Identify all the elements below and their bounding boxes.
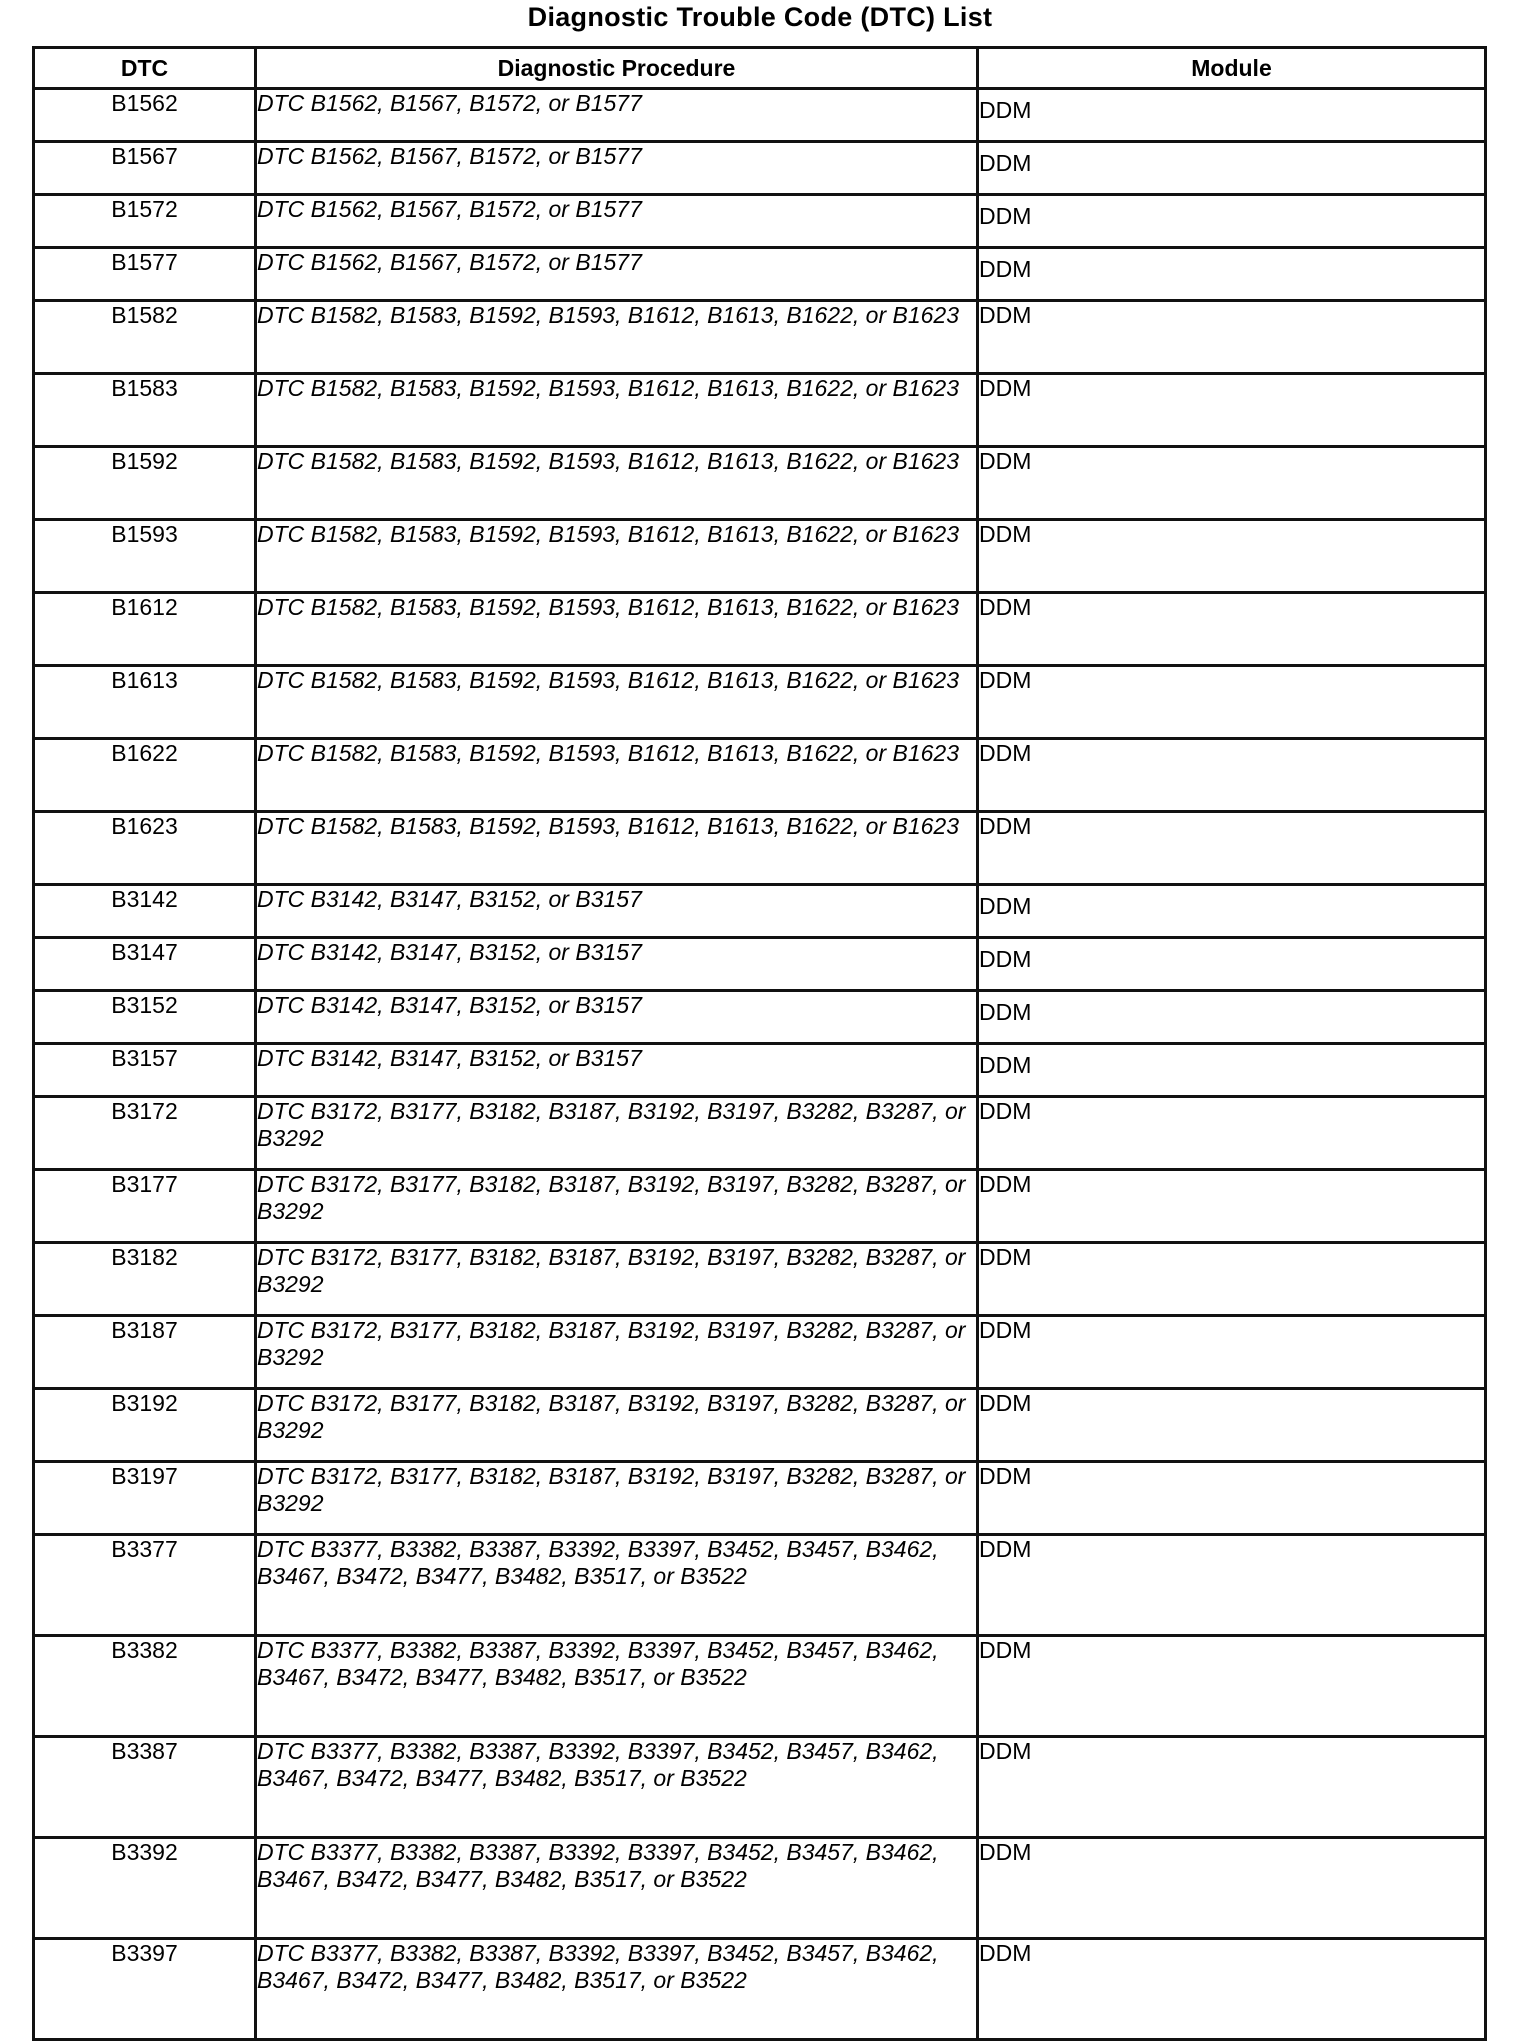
module-cell: DDM bbox=[978, 195, 1486, 248]
procedure-cell: DTC B3377, B3382, B3387, B3392, B3397, B3452, B3457, B3462, B3467, B3472, B3477, B3482, B3517, or B3522 bbox=[256, 1535, 978, 1636]
dtc-code-cell: B3382 bbox=[34, 1636, 256, 1737]
table-row bbox=[34, 195, 1486, 248]
procedure-cell: DTC B3142, B3147, B3152, or B3157 bbox=[256, 1044, 978, 1097]
table-header-row bbox=[34, 48, 1486, 89]
table-body bbox=[34, 89, 1486, 2040]
module-cell: DDM bbox=[978, 991, 1486, 1044]
module-cell: DDM bbox=[978, 593, 1486, 666]
table-row bbox=[34, 1097, 1486, 1170]
table-row bbox=[34, 938, 1486, 991]
dtc-table bbox=[32, 46, 1487, 2041]
procedure-cell: DTC B1562, B1567, B1572, or B1577 bbox=[256, 195, 978, 248]
dtc-code-cell: B3177 bbox=[34, 1170, 256, 1243]
table-row bbox=[34, 1170, 1486, 1243]
procedure-cell: DTC B1582, B1583, B1592, B1593, B1612, B1613, B1622, or B1623 bbox=[256, 520, 978, 593]
page-title: Diagnostic Trouble Code (DTC) List bbox=[527, 2, 993, 32]
column-header-procedure: Diagnostic Procedure bbox=[256, 48, 978, 89]
dtc-code-cell: B3377 bbox=[34, 1535, 256, 1636]
table-row bbox=[34, 1243, 1486, 1316]
table-row bbox=[34, 1044, 1486, 1097]
module-cell: DDM bbox=[978, 885, 1486, 938]
procedure-cell: DTC B3377, B3382, B3387, B3392, B3397, B3452, B3457, B3462, B3467, B3472, B3477, B3482, B3517, or B3522 bbox=[256, 1737, 978, 1838]
module-cell: DDM bbox=[978, 374, 1486, 447]
procedure-cell: DTC B3172, B3177, B3182, B3187, B3192, B3197, B3282, B3287, or B3292 bbox=[256, 1243, 978, 1316]
dtc-code-cell: B3387 bbox=[34, 1737, 256, 1838]
dtc-code-cell: B3392 bbox=[34, 1838, 256, 1939]
module-cell: DDM bbox=[978, 666, 1486, 739]
procedure-cell: DTC B1562, B1567, B1572, or B1577 bbox=[256, 248, 978, 301]
procedure-cell: DTC B3172, B3177, B3182, B3187, B3192, B3197, B3282, B3287, or B3292 bbox=[256, 1462, 978, 1535]
procedure-cell: DTC B3172, B3177, B3182, B3187, B3192, B3197, B3282, B3287, or B3292 bbox=[256, 1170, 978, 1243]
module-cell: DDM bbox=[978, 938, 1486, 991]
dtc-code-cell: B1623 bbox=[34, 812, 256, 885]
table-row bbox=[34, 1737, 1486, 1838]
module-cell: DDM bbox=[978, 1535, 1486, 1636]
procedure-cell: DTC B3377, B3382, B3387, B3392, B3397, B3452, B3457, B3462, B3467, B3472, B3477, B3482, B3517, or B3522 bbox=[256, 1838, 978, 1939]
procedure-cell: DTC B3172, B3177, B3182, B3187, B3192, B3197, B3282, B3287, or B3292 bbox=[256, 1389, 978, 1462]
procedure-cell: DTC B3172, B3177, B3182, B3187, B3192, B3197, B3282, B3287, or B3292 bbox=[256, 1097, 978, 1170]
procedure-cell: DTC B1582, B1583, B1592, B1593, B1612, B1613, B1622, or B1623 bbox=[256, 447, 978, 520]
module-cell: DDM bbox=[978, 1737, 1486, 1838]
procedure-cell: DTC B3377, B3382, B3387, B3392, B3397, B3452, B3457, B3462, B3467, B3472, B3477, B3482, B3517, or B3522 bbox=[256, 1636, 978, 1737]
module-cell: DDM bbox=[978, 520, 1486, 593]
procedure-cell: DTC B1582, B1583, B1592, B1593, B1612, B1613, B1622, or B1623 bbox=[256, 812, 978, 885]
module-cell: DDM bbox=[978, 1939, 1486, 2040]
table-row bbox=[34, 447, 1486, 520]
table-row bbox=[34, 374, 1486, 447]
dtc-code-cell: B1593 bbox=[34, 520, 256, 593]
table-row bbox=[34, 1838, 1486, 1939]
module-cell: DDM bbox=[978, 1462, 1486, 1535]
dtc-code-cell: B1592 bbox=[34, 447, 256, 520]
procedure-cell: DTC B3377, B3382, B3387, B3392, B3397, B3452, B3457, B3462, B3467, B3472, B3477, B3482, B3517, or B3522 bbox=[256, 1939, 978, 2040]
procedure-cell: DTC B3172, B3177, B3182, B3187, B3192, B3197, B3282, B3287, or B3292 bbox=[256, 1316, 978, 1389]
table-row bbox=[34, 739, 1486, 812]
procedure-cell: DTC B3142, B3147, B3152, or B3157 bbox=[256, 991, 978, 1044]
procedure-cell: DTC B1562, B1567, B1572, or B1577 bbox=[256, 89, 978, 142]
table-row bbox=[34, 1535, 1486, 1636]
dtc-code-cell: B3152 bbox=[34, 991, 256, 1044]
dtc-code-cell: B3187 bbox=[34, 1316, 256, 1389]
table-row bbox=[34, 301, 1486, 374]
module-cell: DDM bbox=[978, 812, 1486, 885]
dtc-code-cell: B3192 bbox=[34, 1389, 256, 1462]
column-header-module: Module bbox=[978, 48, 1486, 89]
table-row bbox=[34, 520, 1486, 593]
table-row bbox=[34, 1316, 1486, 1389]
dtc-code-cell: B3157 bbox=[34, 1044, 256, 1097]
table-row bbox=[34, 142, 1486, 195]
procedure-cell: DTC B1562, B1567, B1572, or B1577 bbox=[256, 142, 978, 195]
dtc-code-cell: B3172 bbox=[34, 1097, 256, 1170]
dtc-code-cell: B1613 bbox=[34, 666, 256, 739]
table-row bbox=[34, 1462, 1486, 1535]
table-row bbox=[34, 812, 1486, 885]
table-row bbox=[34, 666, 1486, 739]
module-cell: DDM bbox=[978, 447, 1486, 520]
procedure-cell: DTC B3142, B3147, B3152, or B3157 bbox=[256, 938, 978, 991]
table-row bbox=[34, 248, 1486, 301]
dtc-code-cell: B3147 bbox=[34, 938, 256, 991]
dtc-code-cell: B1583 bbox=[34, 374, 256, 447]
module-cell: DDM bbox=[978, 1316, 1486, 1389]
dtc-code-cell: B1612 bbox=[34, 593, 256, 666]
module-cell: DDM bbox=[978, 1044, 1486, 1097]
dtc-code-cell: B3397 bbox=[34, 1939, 256, 2040]
dtc-code-cell: B1567 bbox=[34, 142, 256, 195]
dtc-code-cell: B3197 bbox=[34, 1462, 256, 1535]
procedure-cell: DTC B1582, B1583, B1592, B1593, B1612, B1613, B1622, or B1623 bbox=[256, 739, 978, 812]
table-row bbox=[34, 1636, 1486, 1737]
procedure-cell: DTC B1582, B1583, B1592, B1593, B1612, B1613, B1622, or B1623 bbox=[256, 374, 978, 447]
dtc-code-cell: B1577 bbox=[34, 248, 256, 301]
column-header-dtc: DTC bbox=[34, 48, 256, 89]
table-row bbox=[34, 593, 1486, 666]
module-cell: DDM bbox=[978, 739, 1486, 812]
table-row bbox=[34, 885, 1486, 938]
dtc-code-cell: B1572 bbox=[34, 195, 256, 248]
module-cell: DDM bbox=[978, 1838, 1486, 1939]
procedure-cell: DTC B1582, B1583, B1592, B1593, B1612, B1613, B1622, or B1623 bbox=[256, 301, 978, 374]
procedure-cell: DTC B1582, B1583, B1592, B1593, B1612, B1613, B1622, or B1623 bbox=[256, 593, 978, 666]
table-row bbox=[34, 1389, 1486, 1462]
procedure-cell: DTC B1582, B1583, B1592, B1593, B1612, B1613, B1622, or B1623 bbox=[256, 666, 978, 739]
module-cell: DDM bbox=[978, 1389, 1486, 1462]
table-row bbox=[34, 991, 1486, 1044]
module-cell: DDM bbox=[978, 1636, 1486, 1737]
dtc-code-cell: B3182 bbox=[34, 1243, 256, 1316]
module-cell: DDM bbox=[978, 142, 1486, 195]
module-cell: DDM bbox=[978, 301, 1486, 374]
module-cell: DDM bbox=[978, 248, 1486, 301]
module-cell: DDM bbox=[978, 1097, 1486, 1170]
procedure-cell: DTC B3142, B3147, B3152, or B3157 bbox=[256, 885, 978, 938]
table-row bbox=[34, 89, 1486, 142]
dtc-code-cell: B1562 bbox=[34, 89, 256, 142]
dtc-code-cell: B3142 bbox=[34, 885, 256, 938]
module-cell: DDM bbox=[978, 1170, 1486, 1243]
dtc-code-cell: B1622 bbox=[34, 739, 256, 812]
module-cell: DDM bbox=[978, 1243, 1486, 1316]
module-cell: DDM bbox=[978, 89, 1486, 142]
dtc-code-cell: B1582 bbox=[34, 301, 256, 374]
